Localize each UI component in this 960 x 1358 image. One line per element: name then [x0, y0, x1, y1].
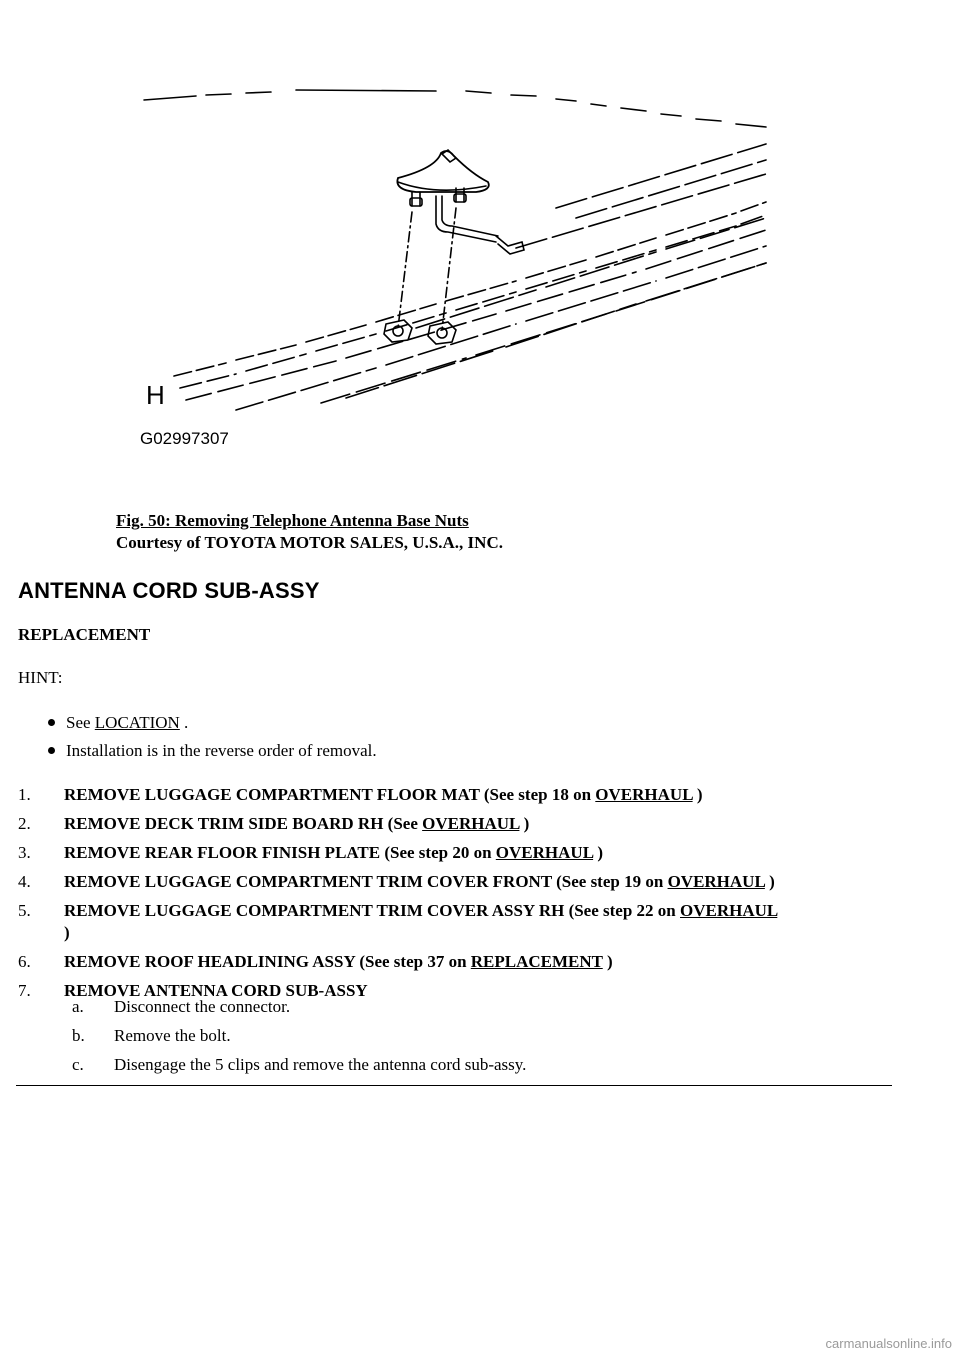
- step-item: 4. REMOVE LUGGAGE COMPARTMENT TRIM COVER FRONT (See step 19 on OVERHAUL ): [18, 872, 775, 891]
- hint-label: HINT:: [18, 668, 63, 687]
- list-item: Installation is in the reverse order of removal.: [44, 740, 377, 768]
- step-item: 7. REMOVE ANTENNA CORD SUB-ASSY: [18, 981, 368, 1000]
- list-item: a. Disconnect the connector.: [72, 997, 291, 1016]
- view-label: H: [146, 380, 165, 410]
- overhaul-link[interactable]: OVERHAUL: [595, 785, 693, 804]
- bullet-icon: [48, 747, 55, 754]
- overhaul-link[interactable]: OVERHAUL: [680, 901, 778, 920]
- step-item: 5. REMOVE LUGGAGE COMPARTMENT TRIM COVER ASSY RH (See step 22 on OVERHAUL ): [18, 901, 778, 942]
- location-link[interactable]: LOCATION: [94, 713, 180, 732]
- overhaul-link[interactable]: OVERHAUL: [495, 843, 594, 862]
- figure-credit: Courtesy of TOYOTA MOTOR SALES, U.S.A., INC.: [116, 533, 503, 552]
- section-divider: [16, 1085, 892, 1086]
- figure-caption: [116, 510, 503, 554]
- list-item: See LOCATION .: [44, 712, 377, 740]
- list-item: b. Remove the bolt.: [72, 1026, 231, 1045]
- list-item: c. Disengage the 5 clips and remove the antenna cord sub-assy.: [72, 1055, 527, 1074]
- substep-list: [72, 996, 526, 1083]
- section-subhead: REPLACEMENT: [18, 625, 151, 644]
- step-item: 2. REMOVE DECK TRIM SIDE BOARD RH (See OVERHAUL ): [18, 814, 530, 833]
- replacement-link[interactable]: REPLACEMENT: [470, 952, 603, 971]
- figure-code: G02997307: [140, 429, 229, 448]
- step-list: [18, 784, 924, 1009]
- figure-title-link[interactable]: Fig. 50: Removing Telephone Antenna Base Nuts: [116, 511, 469, 530]
- overhaul-link[interactable]: OVERHAUL: [667, 872, 765, 891]
- watermark: carmanualsonline.info: [825, 1336, 952, 1351]
- bullet-icon: [48, 719, 55, 726]
- step-item: 6. REMOVE ROOF HEADLINING ASSY (See step 37 on REPLACEMENT ): [18, 952, 613, 971]
- step-item: 3. REMOVE REAR FLOOR FINISH PLATE (See step 20 on OVERHAUL ): [18, 843, 604, 862]
- antenna-base-illustration: [136, 78, 776, 458]
- overhaul-link[interactable]: OVERHAUL: [422, 814, 520, 833]
- step-item: 1. REMOVE LUGGAGE COMPARTMENT FLOOR MAT (See step 18 on OVERHAUL ): [18, 785, 703, 804]
- hint-bullet-list: [44, 712, 377, 768]
- section-title: ANTENNA CORD SUB-ASSY: [18, 578, 320, 603]
